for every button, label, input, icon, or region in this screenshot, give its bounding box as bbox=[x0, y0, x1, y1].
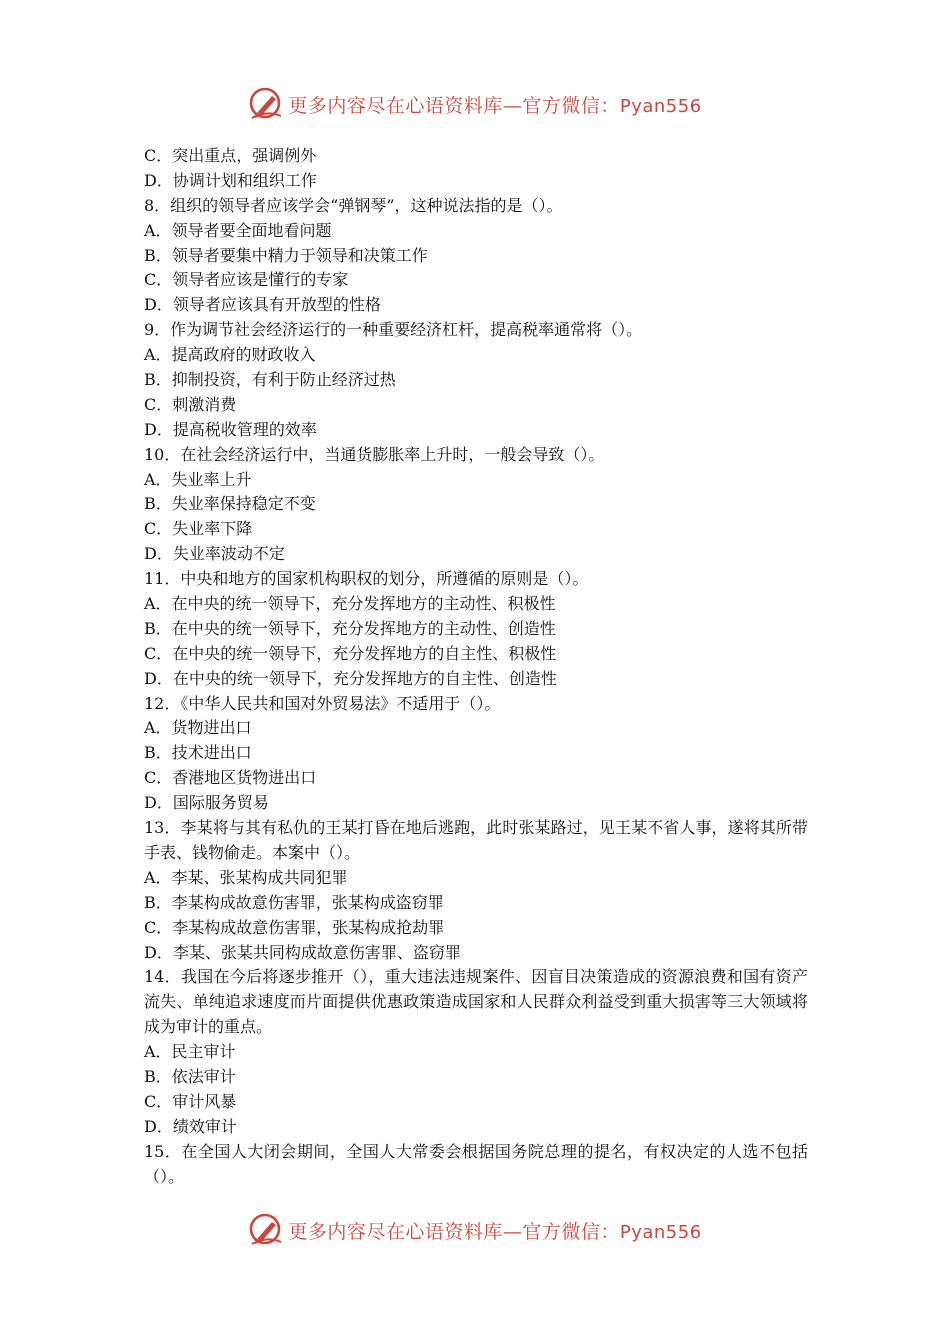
text-line: 15．在全国人大闭会期间，全国人大常委会根据国务院总理的提名，有权决定的人选不包括（）。 bbox=[144, 1141, 808, 1186]
text-line: A．领导者要全面地看问题 bbox=[144, 220, 332, 240]
text-line: D．在中央的统一领导下，充分发挥地方的自主性、创造性 bbox=[144, 668, 557, 688]
banner-text: 更多内容尽在心语资料库—官方微信：Pyan556 bbox=[288, 1220, 702, 1243]
text-line: B．李某构成故意伤害罪，张某构成盗窃罪 bbox=[144, 892, 444, 912]
text-line: B．失业率保持稳定不变 bbox=[144, 494, 316, 514]
text-line: B．抑制投资，有利于防止经济过热 bbox=[144, 370, 396, 390]
text-line: C．审计风暴 bbox=[144, 1091, 237, 1111]
text-line: D．协调计划和组织工作 bbox=[144, 170, 317, 190]
text-line: C．香港地区货物进出口 bbox=[144, 768, 317, 788]
text-line: B．技术进出口 bbox=[144, 743, 252, 763]
text-line: B．在中央的统一领导下，充分发挥地方的主动性、创造性 bbox=[144, 618, 556, 638]
text-line: 9．作为调节社会经济运行的一种重要经济杠杆，提高税率通常将（）。 bbox=[144, 320, 643, 340]
text-line: A．提高政府的财政收入 bbox=[144, 345, 316, 365]
text-line: C．失业率下降 bbox=[144, 519, 253, 539]
text-line: C．在中央的统一领导下，充分发挥地方的自主性、积极性 bbox=[144, 643, 557, 663]
question-text-block bbox=[144, 144, 808, 1190]
pen-logo-icon bbox=[248, 86, 284, 122]
footer-banner bbox=[0, 1210, 950, 1250]
text-line: C．李某构成故意伤害罪，张某构成抢劫罪 bbox=[144, 917, 445, 937]
text-line: 11．中央和地方的国家机构职权的划分，所遵循的原则是（）。 bbox=[144, 569, 589, 589]
text-line: 12．《中华人民共和国对外贸易法》不适用于（）。 bbox=[144, 693, 501, 713]
text-line: 8．组织的领导者应该学会“弹钢琴”，这种说法指的是（）。 bbox=[144, 195, 563, 215]
text-line: C．突出重点，强调例外 bbox=[144, 146, 317, 165]
text-line: D．国际服务贸易 bbox=[144, 793, 269, 813]
banner-text: 更多内容尽在心语资料库—官方微信：Pyan556 bbox=[288, 94, 702, 117]
text-line: D．绩效审计 bbox=[144, 1116, 237, 1136]
text-line: 13．李某将与其有私仇的王某打昏在地后逃跑，此时张某路过，见王某不省人事，遂将其所带手表、钱物偷走。本案中（）。 bbox=[144, 818, 808, 862]
text-line: C．领导者应该是懂行的专家 bbox=[144, 270, 349, 290]
text-line: D．李某、张某共同构成故意伤害罪、盗窃罪 bbox=[144, 942, 461, 962]
text-line: D．领导者应该具有开放型的性格 bbox=[144, 295, 381, 315]
text-line: C．刺激消费 bbox=[144, 394, 237, 414]
pen-logo-icon bbox=[248, 1212, 284, 1248]
text-line: D．提高税收管理的效率 bbox=[144, 419, 317, 439]
text-line: 14．我国在今后将逐步推开（），重大违法违规案件、因盲目决策造成的资源浪费和国有资产流失、单纯追求速度而片面提供优惠政策造成国家和人民群众利益受到重大损害等三大领域将成为审计的重点。 bbox=[144, 967, 808, 1037]
header-banner bbox=[0, 84, 950, 124]
text-line: A．在中央的统一领导下，充分发挥地方的主动性、积极性 bbox=[144, 594, 556, 614]
text-line: A．货物进出口 bbox=[144, 718, 252, 738]
text-line: A．李某、张某构成共同犯罪 bbox=[144, 867, 348, 887]
text-line: B．领导者要集中精力于领导和决策工作 bbox=[144, 245, 428, 265]
text-line: A．民主审计 bbox=[144, 1042, 236, 1062]
text-line: B．依法审计 bbox=[144, 1067, 236, 1087]
text-line: 10．在社会经济运行中，当通货膨胀率上升时，一般会导致（）。 bbox=[144, 444, 605, 464]
text-line: A．失业率上升 bbox=[144, 469, 252, 489]
text-line: D．失业率波动不定 bbox=[144, 544, 285, 564]
